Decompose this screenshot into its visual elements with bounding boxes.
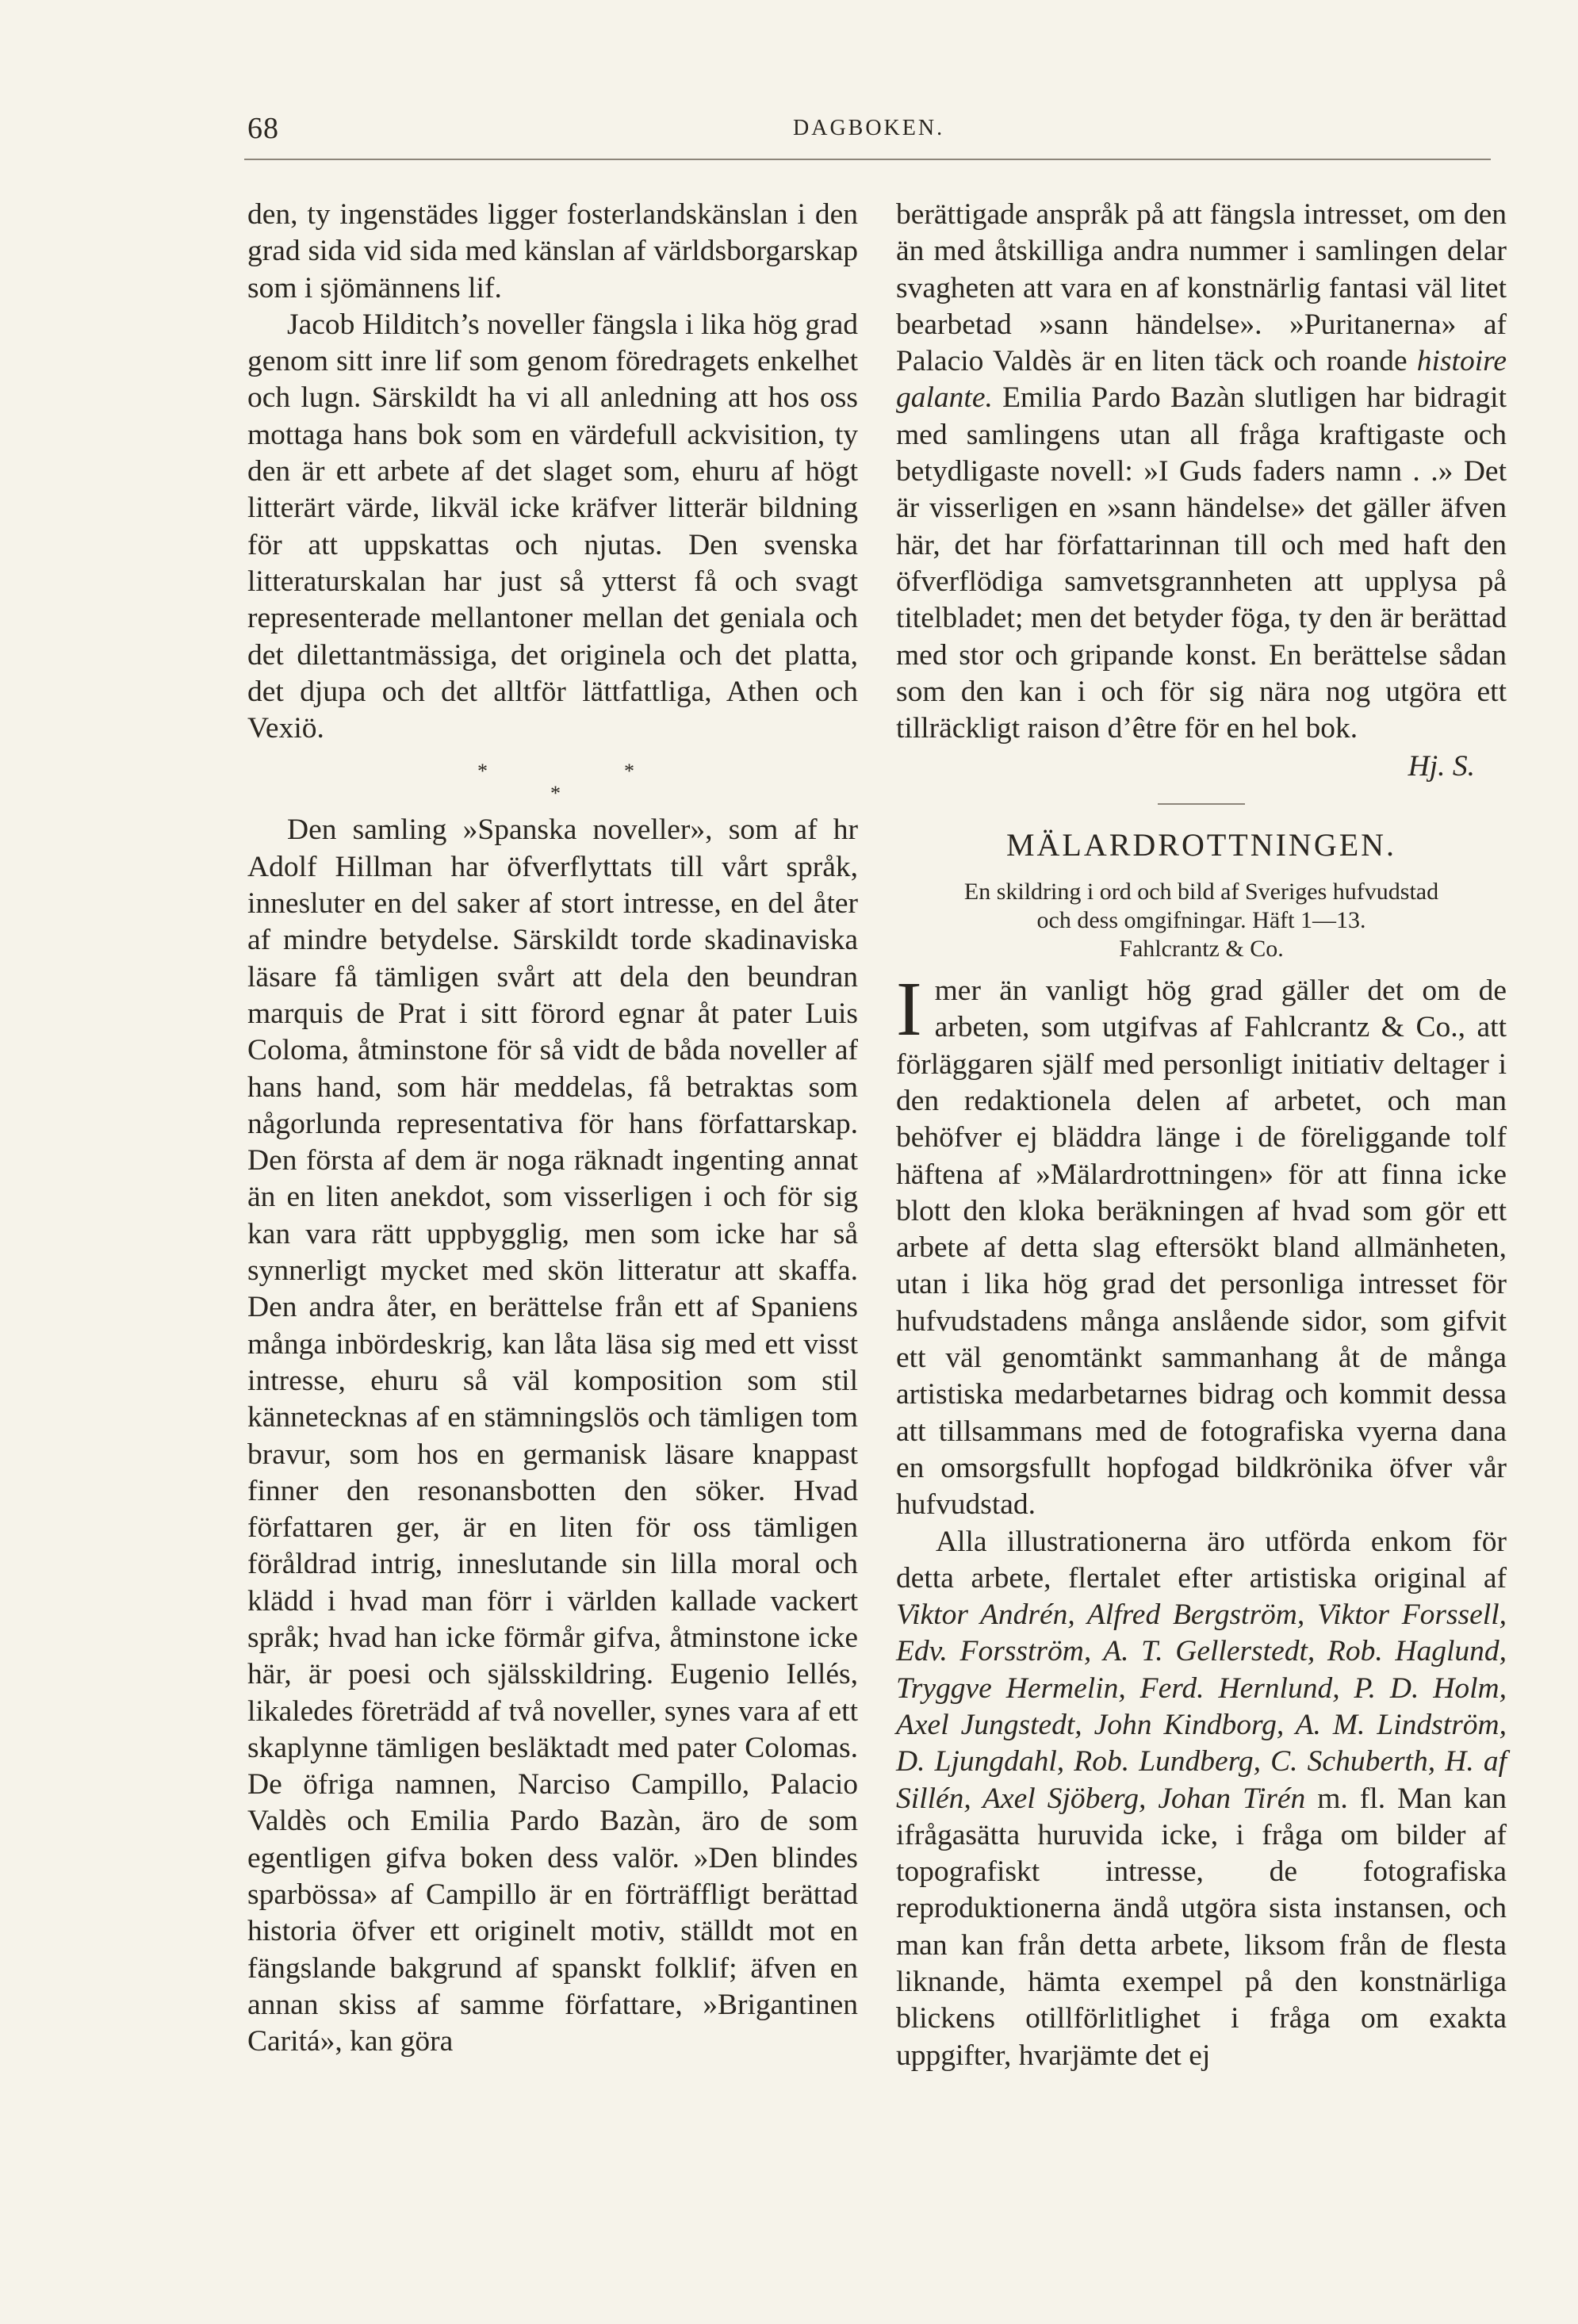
running-head: DAGBOKEN. [793,116,945,140]
paragraph-hilditch: Jacob Hilditch’s noveller fängsla i lika hög grad genom sitt inre lif som genom föredragets enkelhet och lugn. Särskildt ha vi all anledning att hos oss mottaga hans bok som en värdefull ackvisition, ty den är ett arbete af det slaget som, ehuru af högt litterärt värde, likväl icke kräfver litterär bildning för att uppskattas och njutas. Den svenska litteraturskalan har just så ytterst få och svagt representerade mellantoner mellan det geniala och det dilettantmässiga, det originela och det platta, det djupa och det alltför lättfattliga, Athen och Vexiö. [247,308,858,745]
subtitle-line: En skildring i ord och bild af Sveriges hufvudstad [963,879,1439,905]
asterisk: * [550,782,561,806]
asterisk: * [477,760,488,783]
text-run: mer än vanligt hög grad gäller det om de arbeten, som utgifvas af Fahlcrantz & Co., att förläggaren själf med personligt initiativ deltager i den redaktionela delen af arbetet, och man behöfver ej bläddra länge i de föreliggande tolf häftena af »Mälardrottningen» för att finna icke blott den kloka beräkningen af hvad som gör ett arbete af detta slag eftersökt bland allmänheten, utan i lika hög grad det personliga intresset för hufvudstadens många anslående sidor, som gifvit ett väl genomtänkt sammanhang åt de många artistiska medarbetarnes bidrag och kommit dessa att tillsammans med de fotografiska vyerna dana en omsorgsfullt hopfogad bildkrönika öfver vår hufvudstad. [896,974,1507,1522]
paragraph-illustrations [896,1524,1507,2074]
paragraph-continued-review [896,197,1507,747]
signature: Hj. S. [1408,750,1475,783]
page-number: 68 [247,112,279,145]
book-subtitle [896,878,1507,963]
divider-rule [1158,803,1245,805]
paragraph-continued: den, ty ingenstädes ligger fosterlandskänslan i den grad sida vid sida med känslan af världsborgarskap som i sjömännens lif. [247,198,858,304]
right-column [896,197,1507,2074]
paragraph-spanska-noveller: Den samling »Spanska noveller», som af hr Adolf Hillman har öfverflyttats till vårt språk, innesluter en del saker af stort intresse, en del åter af mindre betydelse. Särskildt torde skadinaviska läsare få tämligen svårt att dela den beundran marquis de Prat i sitt förord egnar åt pater Luis Coloma, åtminstone för så vidt de båda noveller af hans hand, som här meddelas, få betraktas som någorlunda representativa för hans författarskap. Den första af dem är noga räknadt ingenting annat än en liten anekdot, som visserligen i och för sig kan vara rätt uppbygglig, men som icke har så synnerligt mycket med skön litteratur att skaffa. Den andra åter, en berättelse från ett af Spaniens många inbördeskrig, kan låta läsa sig med ett visst intresse, ehuru så väl komposition som stil kännetecknas af en stämningslös och tämligen tom bravur, som hos en germanisk läsare knappast finner den resonansbotten den söker. Hvad författaren ger, är en liten för oss tämligen föråldrad intrig, inneslutande sin lilla moral och klädd i hvad man förr i världen kallade vackert språk; hvad han icke förmår gifva, åtminstone icke här, är poesi och själsskildring. Eugenio Iellés, likaledes företrädd af två noveller, synes vara af ett skaplynne tämligen besläktadt med pater Colomas. De öfriga namnen, Narciso Campillo, Palacio Valdès och Emilia Pardo Bazàn, äro de som egentligen gifva boken dess valör. »Den blindes sparbössa» af Campillo är en förträffligt berättad historia öfver ett originelt motiv, ställdt mot en fängslande bakgrund af spanskt folklif; äfven en annan skiss af samme författare, »Brigantinen Caritá», kan göra [247,814,858,2058]
subtitle-line: och dess omgifningar. Häft 1—13. [1036,907,1366,934]
left-column [247,197,858,2061]
text-run: berättigade anspråk på att fängsla intresset, om den än med åtskilliga andra nummer i samlingen delar svagheten att vara en af konstnärlig fantasi väl litet bearbetad »sann händelse». »Puritanerna» af Palacio Valdès är en liten täck och roande [896,198,1507,378]
text-run: Alla illustrationerna äro utförda enkom för detta arbete, flertalet efter artistiska original af [896,1525,1507,1595]
text-run: Emilia Pardo Bazàn slutligen har bidragit med samlingens utan all fråga kraftigaste och betydligaste novell: »I Guds faders namn . .» Det är visserligen en »sann händelse» det gäller äfven här, det har författarinnan till och med haft den öfverflödiga samvetsgrannheten att upplysa på titelbladet; men det betyder föga, ty den är berättad med stor och gripande konst. En berättelse sådan som den kan i och för sig nära nog utgöra ett tillräckligt raison d’être för en hel bok. [896,381,1507,745]
artist-names: Viktor Andrén, Alfred Bergström, Viktor Forssell, Edv. Forsström, A. T. Gellerstedt, Rob. Haglund, Tryggve Hermelin, Ferd. Hernlund, P. D. Holm, Axel Jungstedt, John Kindborg, A. M. Lindström, D. Ljungdahl, Rob. Lundberg, C. Schuberth, H. af Sillén, Axel Sjöberg, Johan Tirén [896,1598,1507,1815]
asterisk: * [624,760,634,783]
section-title: MÄLARDROTTNINGEN. [1005,826,1397,863]
section-asterisks [247,747,858,812]
paragraph-malardrottningen [896,967,1507,1523]
drop-cap: I [896,967,922,1053]
italic-phrase: histoire galante. [896,345,1507,415]
text-run: m. fl. Man kan ifrågasätta huruvida icke, i fråga om bilder af topografiskt intresse, de fotografiska reproduktionerna ändå utgöra sista instansen, och man kan från detta arbete, liksom från de flesta liknande, hämta exempel på den konstnärliga blickens otillförlitlighet i fråga om exakta uppgifter, hvarjämte det ej [896,1782,1507,2072]
publisher: Fahlcrantz & Co. [1119,936,1284,963]
header-rule [244,159,1491,160]
